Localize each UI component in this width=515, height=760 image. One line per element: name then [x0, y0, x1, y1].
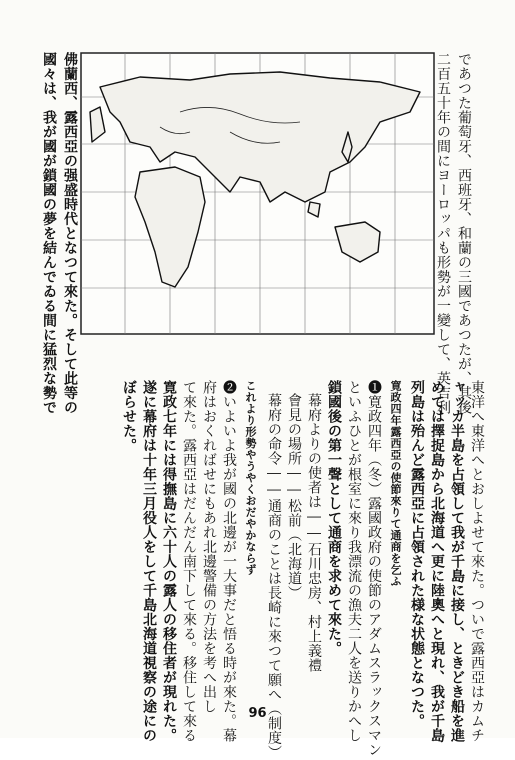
lower-text-line-11: 幕府の命令――通商のことは長崎に來つて願へ（制度） — [266, 393, 282, 760]
lower-text-line-2: ャッカ半島を占領して我が千島に接し、ときどき船を進 — [449, 380, 465, 743]
lower-text-line-7: といふひとが根室に來り我漂流の漁夫二人を送りかへし — [346, 380, 362, 743]
section-heading-1: 寛政四年露西亞の使節來りて通商を乞ふ — [389, 380, 402, 587]
lower-text-line-16: 寛政七年には得撫島に六十人の露人の移住者が現れた。 — [161, 380, 177, 743]
lower-text-line-9: 幕府よりの使者は――石川忠房、村上義禮 — [306, 393, 322, 673]
lower-text-line-10: 會見の場所――松前（北海道） — [286, 393, 302, 600]
lower-text-line-13: ❷いよいよ我が國の北邊が一大事だと悟る時が來た。幕 — [221, 380, 237, 743]
lower-text-line-4: 列島は殆んど露西亞に占領された様な状態となつた。 — [409, 380, 425, 728]
lower-text-line-1: 東洋へ東洋へとおしよせて來た。ついで露西亞はカムチ — [469, 380, 485, 743]
lower-text-line-14: 府はおくればせにもあれ北邊警備の方法を考へ出し — [201, 380, 217, 714]
upper-text-line-3: 佛蘭西、露西亞の强盛時代となつて來た。そして此等の — [62, 52, 78, 415]
lower-text-line-17: 遂に幕府は十年三月役人をして千島北海道視察の途にの — [141, 380, 157, 743]
lower-text-line-15: て來た。露西亞はだんだん南下して來る。移住して來る — [181, 380, 197, 743]
upper-text-line-4: 國々は、我が國が鎖國の夢を結んでゐる間に猛烈な勢で — [41, 52, 57, 415]
lower-text-line-3: めては擇捉島から北海道へ更に陸奧へと現れ、我が千島 — [429, 380, 445, 743]
upper-text-line-2: 二百五十年の間にヨーロッパも形勢が一變して、英吉利 — [435, 52, 451, 415]
lower-text-line-18: ぼらせた。 — [121, 380, 137, 453]
world-map — [80, 52, 435, 335]
lower-text-line-6: ❶寛政四年（冬）露國政府の使節のアダムスラックスマン — [366, 380, 382, 757]
section-heading-2: これより形勢やうやくおだやかならず — [244, 380, 257, 576]
page-number: 96 — [248, 706, 267, 721]
upper-text-line-1: であつた葡萄牙、西班牙、和蘭の三國であつたが、其後 — [456, 52, 472, 415]
lower-text-line-8: 鎖國後の第一聲として通商を求めて來た。 — [326, 380, 342, 656]
